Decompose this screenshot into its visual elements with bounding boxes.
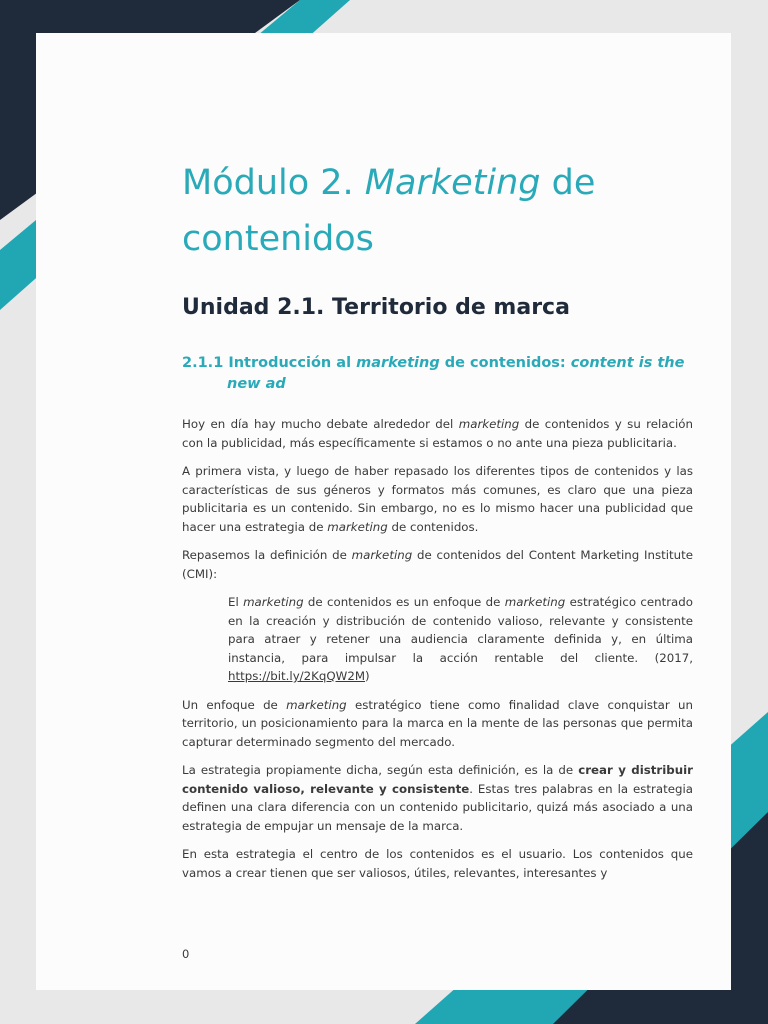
emphasis: marketing xyxy=(504,595,566,609)
paragraph-5 xyxy=(182,761,693,835)
paragraph-6: En esta estrategia el centro de los contenidos es el usuario. Los contenidos que vamos a crear tienen que ser valiosos, útiles, relevantes, interesantes y xyxy=(182,847,693,880)
text: de contenidos. xyxy=(387,519,479,534)
paragraph-1 xyxy=(182,415,693,452)
text: El xyxy=(228,595,244,609)
section-emphasis: content is the xyxy=(570,355,685,371)
text: Repasemos la definición de xyxy=(182,548,352,562)
document-page xyxy=(36,33,731,990)
emphasis: marketing xyxy=(458,417,520,431)
title-part: Módulo 2. xyxy=(182,163,365,203)
page-number: 0 xyxy=(182,947,190,961)
section-number: 2.1.1 Introducción al xyxy=(182,355,357,371)
definition-quote xyxy=(228,593,693,686)
emphasis: marketing xyxy=(351,548,413,562)
text: ) xyxy=(365,669,370,683)
text: La estrategia propiamente dicha, según esta definición, es la de xyxy=(182,763,579,777)
unit-title: Unidad 2.1. Territorio de marca xyxy=(182,295,570,320)
paragraph-3 xyxy=(182,546,693,583)
title-part: de contenidos xyxy=(182,163,596,259)
text: de contenidos del Content Marketing Institute (CMI): xyxy=(182,548,693,581)
text: de contenidos y su relación con la publicidad, más específicamente si estamos o no ante una pieza publicitaria. xyxy=(182,417,693,450)
text: . Estas tres palabras en la estrategia definen una clara diferencia con un contenido publicitario, quizá más asociado a una estrategia de empujar un mensaje de la marca. xyxy=(182,781,693,833)
strong-text: crear y distribuir contenido valioso, relevante y consistente xyxy=(182,763,693,796)
body-text xyxy=(182,415,693,892)
paragraph-4 xyxy=(182,696,693,752)
text: estratégico centrado en la creación y distribución de contenido valioso, relevante y consistente para atraer y retener una audiencia claramente definida y, en última instancia, para impulsar la acción rentable del cliente. (2017, xyxy=(228,595,693,665)
text: estratégico tiene como finalidad clave conquistar un territorio, un posicionamiento para la marca en la mente de las personas que permita capturar determinado segmento del mercado. xyxy=(182,697,694,749)
section-heading-cont xyxy=(182,374,692,395)
title-emphasis: Marketing xyxy=(364,163,541,203)
emphasis: marketing xyxy=(327,519,388,534)
section-heading xyxy=(182,353,692,395)
emphasis: marketing xyxy=(243,595,304,609)
text: Hoy en día hay mucho debate alrededor del xyxy=(182,417,459,431)
section-emphasis: new ad xyxy=(227,376,286,392)
module-title xyxy=(182,155,702,267)
text: A primera vista, y luego de haber repasado los diferentes tipos de contenidos y las características de sus géneros y formatos más comunes, es claro que una pieza publicitaria es un contenido. Sin embargo, no es lo mismo hacer una publicidad que hacer una estrategia de xyxy=(182,464,693,534)
text: de contenidos es un enfoque de xyxy=(303,595,505,609)
text: Un enfoque de xyxy=(182,697,287,712)
emphasis: marketing xyxy=(286,697,347,712)
section-emphasis: marketing xyxy=(356,355,440,371)
section-text: de contenidos: xyxy=(439,355,571,371)
source-link[interactable]: https://bit.ly/2KqQW2M xyxy=(228,669,366,683)
paragraph-2 xyxy=(182,462,693,536)
